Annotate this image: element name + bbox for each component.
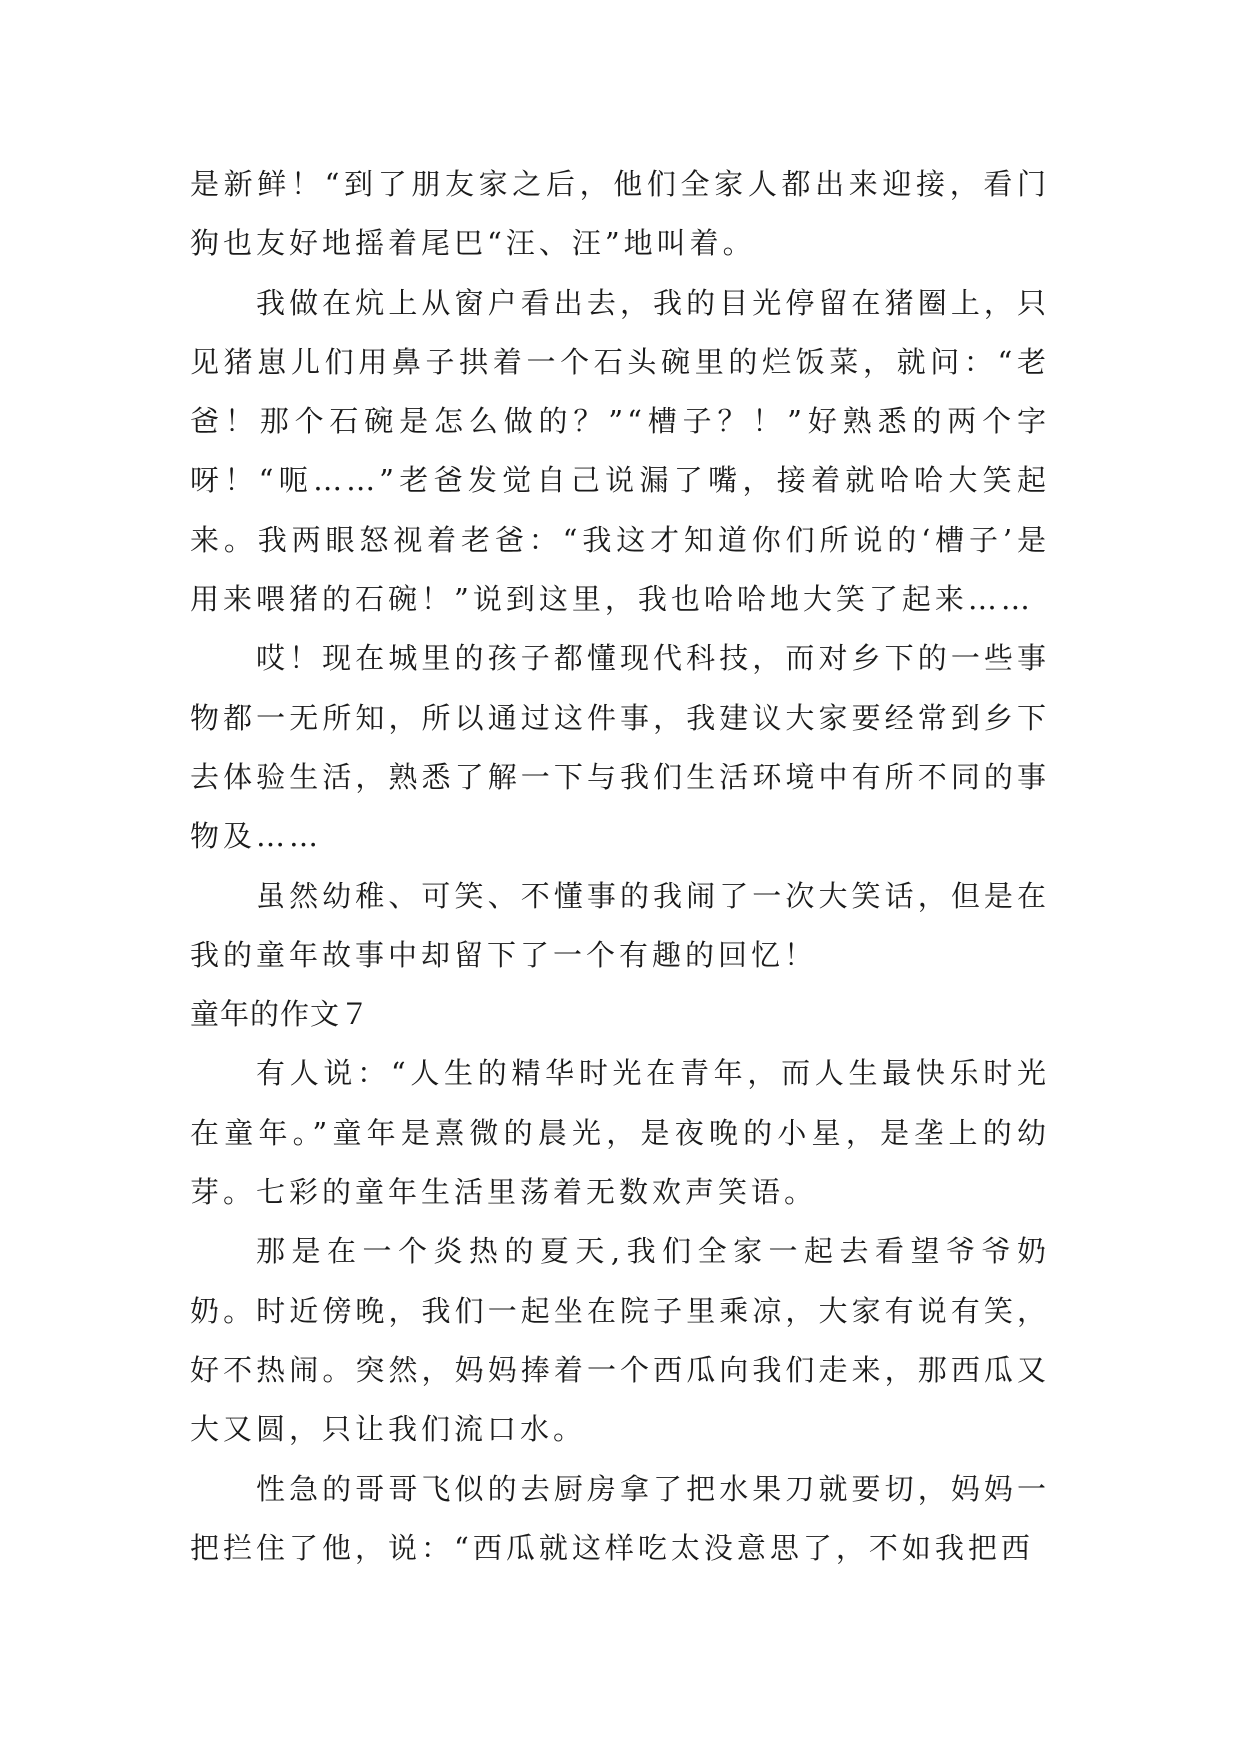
paragraph-suggestion: 哎！现在城里的孩子都懂现代科技，而对乡下的一些事物都一无所知，所以通过这件事，我建议大家要经常到乡下去体验生活，熟悉了解一下与我们生活环境中有所不同的事物及……	[190, 641, 1050, 854]
paragraph-conclusion: 虽然幼稚、可笑、不懂事的我闹了一次大笑话，但是在我的童年故事中却留下了一个有趣的回忆！	[190, 878, 1050, 972]
paragraph-summer-evening: 那是在一个炎热的夏天,我们全家一起去看望爷爷奶奶。时近傍晚，我们一起坐在院子里乘凉，大家有说有笑，好不热闹。突然，妈妈捧着一个西瓜向我们走来，那西瓜又大又圆，只让我们流口水。	[190, 1234, 1050, 1447]
document-body	[190, 155, 1050, 1578]
paragraph-trough-story: 我做在炕上从窗户看出去，我的目光停留在猪圈上，只见猪崽儿们用鼻子拱着一个石头碗里的烂饭菜，就问：“老爸！那个石碗是怎么做的？”“槽子？！”好熟悉的两个字呀！“呃……”老爸发觉自己说漏了嘴，接着就哈哈大笑起来。我两眼怒视着老爸：“我这才知道你们所说的‘槽子’是用来喂猪的石碗！”说到这里，我也哈哈地大笑了起来……	[190, 285, 1050, 617]
paragraph-continued: 是新鲜！“到了朋友家之后，他们全家人都出来迎接，看门狗也友好地摇着尾巴“汪、汪”地叫着。	[190, 167, 1050, 261]
paragraph-watermelon: 性急的哥哥飞似的去厨房拿了把水果刀就要切，妈妈一把拦住了他，说：“西瓜就这样吃太没意思了，不如我把西	[190, 1471, 1050, 1565]
essay-heading: 童年的作文７	[190, 997, 371, 1032]
paragraph-intro: 有人说：“人生的精华时光在青年，而人生最快乐时光在童年。”童年是熹微的晨光，是夜晚的小星，是垄上的幼芽。七彩的童年生活里荡着无数欢声笑语。	[190, 1056, 1050, 1210]
